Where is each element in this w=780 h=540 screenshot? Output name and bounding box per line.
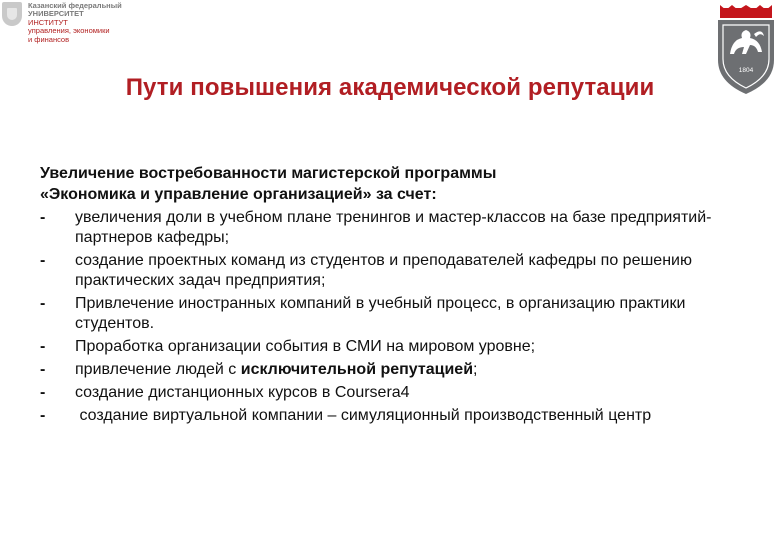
- institute-name-line-3: и финансов: [28, 34, 70, 44]
- institute-logo: [2, 2, 122, 44]
- bullet-marker: -: [40, 338, 46, 355]
- bullet-marker: -: [40, 361, 46, 378]
- list-item: [40, 208, 750, 248]
- bullet-text: увеличения доли в учебном плане тренингов и мастер-классов на базе предприятий-партнеров кафедры;: [75, 209, 712, 246]
- list-item: [40, 337, 750, 357]
- bullet-text: создание дистанционных курсов в Coursera4: [75, 384, 410, 401]
- bullet-marker: -: [40, 407, 46, 424]
- bullet-text: создание проектных команд из студентов и преподавателей кафедры по решению практических задач предприятия;: [75, 252, 692, 289]
- bullet-list: [40, 208, 750, 426]
- slide-body: [40, 163, 750, 429]
- lead-paragraph: [40, 163, 750, 205]
- bullet-marker: -: [40, 295, 46, 312]
- lead-line-2: «Экономика и управление организацией» за счет:: [40, 186, 437, 203]
- crest-year: 1804: [738, 67, 754, 74]
- bullet-text: создание виртуальной компании – симуляционный производственный центр: [75, 407, 652, 424]
- kfu-emblem-icon: [2, 2, 22, 26]
- institute-name-line-2: управления, экономики: [28, 26, 110, 36]
- university-name-line-2: УНИВЕРСИТЕТ: [28, 9, 84, 19]
- list-item: [40, 294, 750, 334]
- lead-line-1: Увеличение востребованности магистерской программы: [40, 165, 497, 182]
- university-name-line-1: Казанский федеральный: [28, 1, 122, 10]
- slide-title: Пути повышения академической репутации: [125, 74, 655, 101]
- bullet-text: Привлечение иностранных компаний в учебный процесс, в организацию практики студентов.: [75, 295, 686, 332]
- bullet-text-suffix: ;: [473, 361, 478, 378]
- bullet-text: Проработка организации события в СМИ на мировом уровне;: [75, 338, 536, 355]
- bullet-marker: -: [40, 209, 46, 226]
- bullet-text-prefix: привлечение людей с: [75, 361, 241, 378]
- list-item: [40, 406, 750, 426]
- bullet-text-emphasis: исключительной репутацией: [240, 361, 474, 378]
- bullet-marker: -: [40, 384, 46, 401]
- list-item: [40, 251, 750, 291]
- institute-name-line-1: ИНСТИТУТ: [28, 17, 68, 27]
- list-item: [40, 360, 750, 380]
- list-item: [40, 383, 750, 403]
- bullet-marker: -: [40, 252, 46, 269]
- institute-logo-text: [28, 2, 122, 44]
